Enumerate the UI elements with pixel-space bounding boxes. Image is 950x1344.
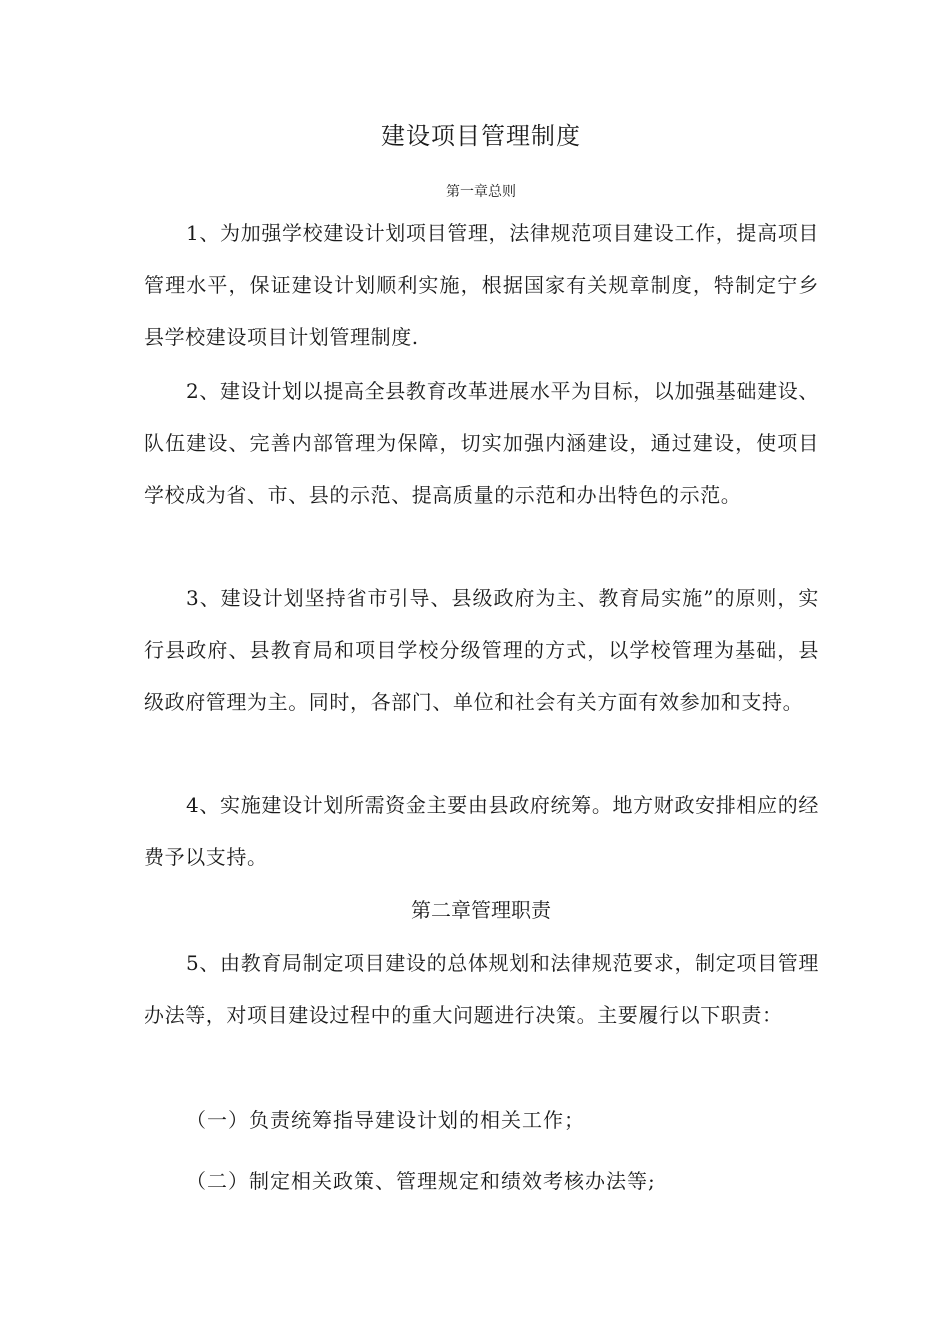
- chapter-heading-1: 第一章总则: [446, 184, 516, 200]
- paragraph-1: 1、为加强学校建设计划项目管理，法律规范项目建设工作，提高项目管理水平，保证建设计划顺利实施，根据国家有关规章制度，特制定宁乡县学校建设项目计划管理制度.: [144, 221, 819, 349]
- paragraph-4: 4、实施建设计划所需资金主要由县政府统筹。地方财政安排相应的经费予以支持。: [144, 793, 819, 869]
- paragraph-5: 5、由教育局制定项目建设的总体规划和法律规范要求，制定项目管理办法等，对项目建设过程中的重大问题进行决策。主要履行以下职责：: [144, 951, 819, 1027]
- chapter-heading-2: 第二章管理职责: [411, 898, 551, 922]
- document-title: 建设项目管理制度: [381, 122, 581, 150]
- list-item-1: （一）负责统筹指导建设计划的相关工作；: [186, 1108, 585, 1132]
- paragraph-3: 3、建设计划坚持省市引导、县级政府为主、教育局实施”的原则，实行县政府、县教育局和项目学校分级管理的方式，以学校管理为基础，县级政府管理为主。同时，各部门、单位和社会有关方面有效参加和支持。: [144, 586, 819, 714]
- list-item-2: （二）制定相关政策、管理规定和绩效考核办法等;: [186, 1169, 656, 1193]
- paragraph-2: 2、建设计划以提高全县教育改革进展水平为目标，以加强基础建设、队伍建设、完善内部管理为保障，切实加强内涵建设，通过建设，使项目学校成为省、市、县的示范、提高质量的示范和办出特色的示范。: [144, 379, 819, 507]
